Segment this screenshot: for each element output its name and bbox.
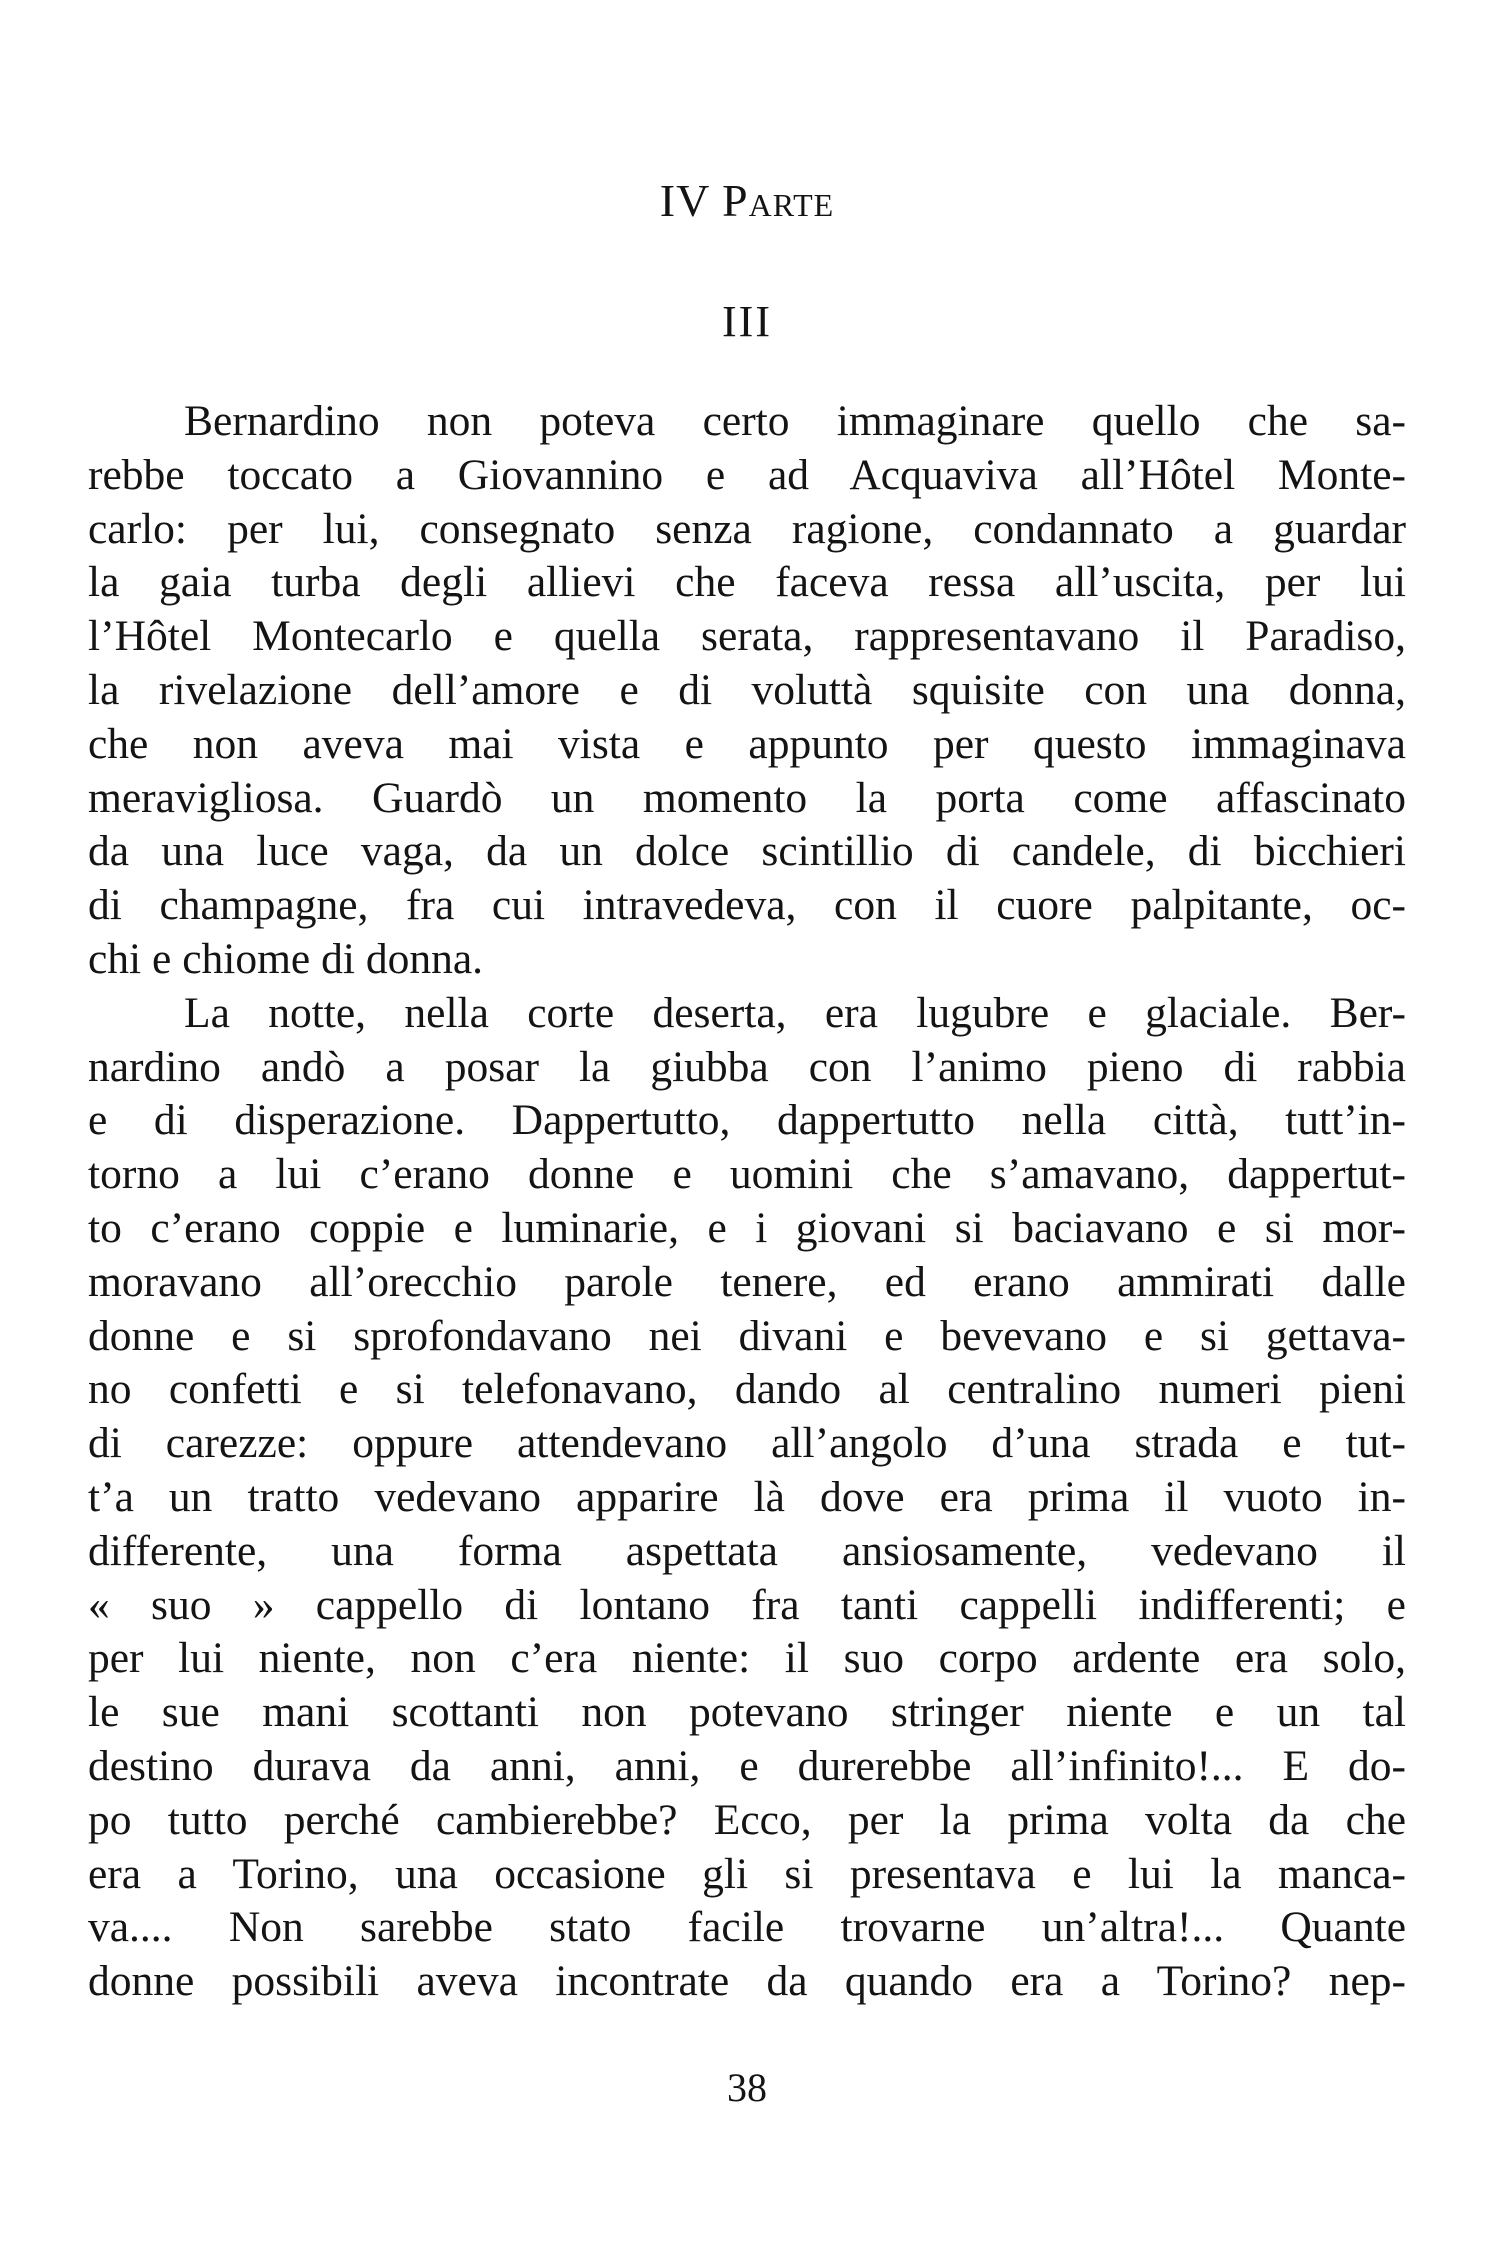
text-line: la gaia turba degli allievi che faceva ressa all’uscita, per lui <box>88 558 1406 607</box>
text-line: era a Torino, una occasione gli si presentava e lui la manca- <box>88 1849 1406 1898</box>
text-line: « suo » cappello di lontano fra tanti cappelli indifferenti; e <box>88 1580 1406 1629</box>
text-line: donne possibili aveva incontrate da quando era a Torino? nep- <box>88 1957 1406 2006</box>
text-line: destino durava da anni, anni, e durerebbe all’infinito!... E do- <box>88 1741 1406 1790</box>
body-text <box>88 395 1406 2009</box>
text-line: donne e si sprofondavano nei divani e bevevano e si gettava- <box>88 1311 1406 1360</box>
page-number: 38 <box>727 2065 767 2110</box>
text-line: e di disperazione. Dappertutto, dappertutto nella città, tutt’in- <box>88 1096 1406 1145</box>
text-line: chi e chiome di donna. <box>88 934 484 983</box>
text-line: l’Hôtel Montecarlo e quella serata, rappresentavano il Paradiso, <box>88 612 1406 661</box>
part-word: Parte <box>722 175 835 226</box>
text-line: Bernardino non poteva certo immaginare quello che sa- <box>184 397 1406 445</box>
text-line: che non aveva mai vista e appunto per questo immaginava <box>88 719 1406 768</box>
text-line: rebbe toccato a Giovannino e ad Acquaviva all’Hôtel Monte- <box>88 450 1406 499</box>
text-line: moravano all’orecchio parole tenere, ed erano ammirati dalle <box>88 1257 1406 1306</box>
text-line: per lui niente, non c’era niente: il suo corpo ardente era solo, <box>88 1634 1406 1683</box>
text-line: carlo: per lui, consegnato senza ragione, condannato a guardar <box>88 504 1406 553</box>
text-line: le sue mani scottanti non potevano stringer niente e un tal <box>88 1688 1406 1737</box>
text-line: nardino andò a posar la giubba con l’animo pieno di rabbia <box>88 1042 1406 1091</box>
text-line: da una luce vaga, da un dolce scintillio di candele, di bicchieri <box>88 827 1406 876</box>
text-line: to c’erano coppie e luminarie, e i giovani si baciavano e si mor- <box>88 1203 1406 1252</box>
running-head <box>0 175 1494 226</box>
text-line: di carezze: oppure attendevano all’angolo d’una strada e tut- <box>88 1419 1406 1468</box>
text-line: no confetti e si telefonavano, dando al centralino numeri pieni <box>88 1365 1406 1414</box>
text-line: t’a un tratto vedevano apparire là dove era prima il vuoto in- <box>88 1472 1406 1521</box>
text-line: po tutto perché cambierebbe? Ecco, per la prima volta da che <box>88 1795 1406 1844</box>
text-line: torno a lui c’erano donne e uomini che s’amavano, dappertut- <box>88 1150 1406 1199</box>
text-line: La notte, nella corte deserta, era lugubre e glaciale. Ber- <box>184 988 1406 1037</box>
text-line: la rivelazione dell’amore e di voluttà squisite con una donna, <box>88 665 1406 714</box>
text-line: va.... Non sarebbe stato facile trovarne un’altra!... Quante <box>88 1903 1406 1952</box>
text-line: di champagne, fra cui intravedeva, con il cuore palpitante, oc- <box>88 881 1406 930</box>
text-line: meravigliosa. Guardò un momento la porta come affascinato <box>88 773 1406 822</box>
text-line: differente, una forma aspettata ansiosamente, vedevano il <box>88 1526 1406 1575</box>
part-numeral: IV <box>659 175 710 226</box>
chapter-number: III <box>722 297 772 346</box>
